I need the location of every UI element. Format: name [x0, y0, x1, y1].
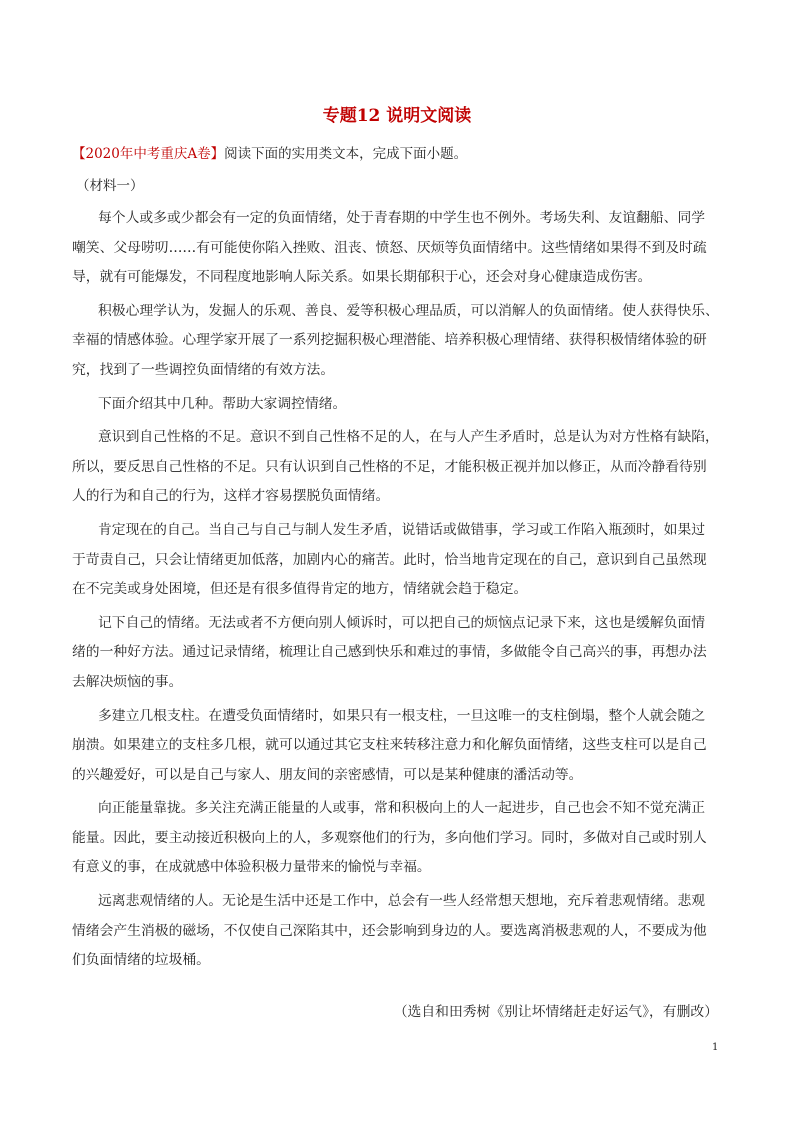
paragraph-line: 积极心理学认为，发掘人的乐观、善良、爱等积极心理品质，可以消解人的负面情绪。使人获得快乐、 [98, 302, 719, 319]
material-label: （材料一） [76, 178, 144, 194]
paragraph-line: 情绪会产生消极的磁场，不仅使自己深陷其中，还会影响到身边的人。要选离消极悲观的人，不要成为他 [72, 922, 707, 939]
paragraph-line: 意识到自己性格的不足。意识不到自己性格不足的人，在与人产生矛盾时，总是认为对方性格有缺陷， [98, 429, 719, 446]
question-intro [72, 143, 467, 165]
paragraph [72, 204, 724, 293]
paragraph [72, 297, 724, 386]
paragraph-line: 究，找到了一些调控负面情绪的有效方法。 [72, 361, 335, 378]
paragraph-line: 导，就有可能爆发，不同程度地影响人际关系。如果长期郁积于心，还会对身心健康造成伤害。 [72, 269, 652, 286]
paragraph-line: 绪的一种好方法。通过记录情绪，梳理让自己感到快乐和难过的事情，多做能令自己高兴的事，再想办法 [72, 644, 707, 661]
paragraph-line: 幸福的情感体验。心理学家开展了一系列挖掘积极心理潜能、培养积极心理情绪、获得积极情绪体验的研 [72, 332, 707, 349]
paragraph [72, 887, 724, 976]
paragraph [72, 516, 724, 605]
paragraph [72, 390, 724, 420]
paragraph-line: 下面介绍其中几种。帮助大家调控情绪。 [98, 395, 347, 412]
page-number: 1 [712, 1042, 719, 1053]
paragraph-line: 去解决烦恼的事。 [72, 673, 183, 690]
paragraph-line: 远离悲观情绪的人。无论是生活中还是工作中，总会有一些人经常想天想地，充斥着悲观情绪。悲观 [98, 893, 706, 910]
exam-source-tag: 【2020年中考重庆A卷】 [72, 146, 225, 162]
paragraph-line: 所以，要反思自己性格的不足。只有认识到自己性格的不足，才能积极正视并加以修正，从而冷静看待别 [72, 458, 707, 475]
paragraph-line: 每个人或多或少都会有一定的负面情绪，处于青春期的中学生也不例外。考场失利、友谊翻船、同学 [98, 210, 706, 226]
article-body [72, 204, 724, 980]
intro-text: 阅读下面的实用类文本，完成下面小题。 [224, 146, 468, 162]
paragraph [72, 609, 724, 698]
paragraph-line: 向正能量靠拢。多关注充满正能量的人或事，常和积极向上的人一起进步，自己也会不知不觉充满正 [98, 800, 706, 817]
paragraph-line: 嘲笑、父母唠叨……有可能使你陷入挫败、沮丧、愤怒、厌烦等负面情绪中。这些情绪如果得不到及时疏 [72, 239, 707, 256]
source-citation: （选自和田秀树《别让坏情绪赶走好运气》，有删改） [393, 1004, 718, 1020]
paragraph [72, 702, 724, 791]
paragraph [72, 794, 724, 883]
paragraph-line: 在不完美或身处困境，但还是有很多值得肯定的地方，情绪就会趋于稳定。 [72, 581, 528, 598]
paragraph-line: 们负面情绪的垃圾桶。 [72, 952, 210, 969]
paragraph-line: 记下自己的情绪。无法或者不方便向别人倾诉时，可以把自己的烦恼点记录下来，这也是缓解负面情 [98, 614, 706, 631]
paragraph-line: 人的行为和自己的行为，这样才容易摆脱负面情绪。 [72, 488, 390, 505]
paragraph-line: 能量。因此，要主动接近积极向上的人，多观察他们的行为，多向他们学习。同时，多做对自己或时别人 [72, 829, 707, 846]
paragraph-line: 崩溃。如果建立的支柱多几根，就可以通过其它支柱来转移注意力和化解负面情绪，这些支柱可以是自己 [72, 737, 707, 754]
paragraph-line: 于苛责自己，只会让情绪更加低落，加剧内心的痛苦。此时，恰当地肯定现在的自己，意识到自己虽然现 [72, 551, 707, 568]
paragraph-line: 多建立几根支柱。在遭受负面情绪时，如果只有一根支柱，一旦这唯一的支柱倒塌，整个人就会随之 [98, 707, 706, 724]
paragraph-line: 肯定现在的自己。当自己与自己与制人发生矛盾，说错话或做错事，学习或工作陷入瓶颈时，如果过 [98, 521, 706, 538]
paragraph-line: 有意义的事，在成就感中体验积极力量带来的愉悦与幸福。 [72, 859, 431, 876]
paragraph-line: 的兴趣爱好，可以是自己与家人、朋友间的亲密感情，可以是某种健康的潘活动等。 [72, 766, 583, 783]
page-title: 专题12 说明文阅读 [322, 106, 472, 126]
paragraph [72, 423, 724, 512]
